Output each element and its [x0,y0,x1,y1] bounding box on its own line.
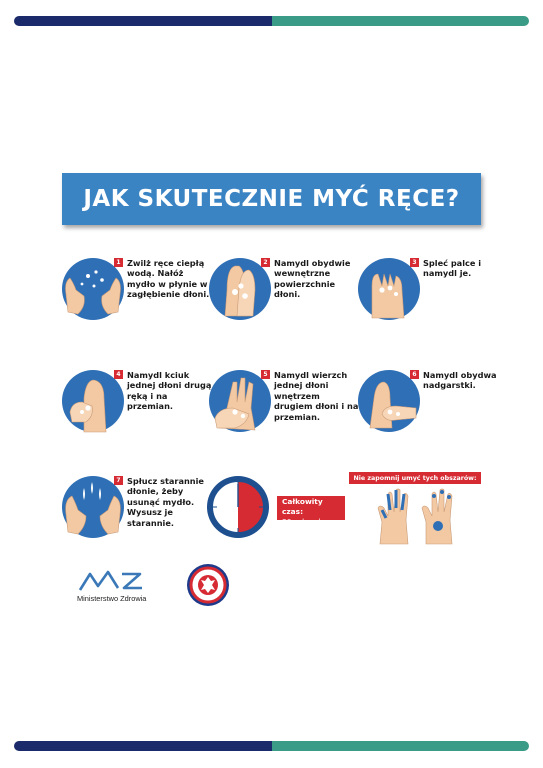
top-accent-bar [14,16,529,26]
hand-back-icon [209,370,271,432]
reminder-banner [349,472,481,484]
step-4 [62,370,212,450]
gis-seal-logo [186,563,230,611]
step-7 [62,476,212,556]
hands-palms-icon [209,258,271,320]
step-6 [358,370,508,450]
step-text: Spłucz starannie dłonie, żeby usunąć mydło. Wysusz je starannie. [127,476,204,528]
step-text: Namydl obydwa nadgarstki. [423,370,497,391]
step-number: 4 [114,370,123,379]
page-title: JAK SKUTECZNIE MYĆ RĘCE? [83,186,460,212]
title-banner [62,173,481,225]
step-number: 7 [114,476,123,485]
step-text: Spleć palce i namydl je. [423,258,482,279]
step-text: Namydl kciuk jednej dłoni drugą ręką i na przemian. [127,370,212,412]
clock-icon [207,476,269,538]
step-number: 1 [114,258,123,267]
step-5 [209,370,359,450]
thumb-wash-icon [62,370,124,432]
reminder-text: Nie zapomnij umyć tych obszarów: [353,474,477,482]
total-time-value: 30 sekund [282,517,321,526]
total-time-box [277,496,345,526]
hands-rinse-icon [62,476,124,538]
wrist-wash-icon [358,370,420,432]
hand-areas-icon [376,488,458,550]
hands-interlaced-icon [358,258,420,320]
hands-wet-icon [62,258,124,320]
ministry-name: Ministerstwo Zdrowia [77,594,147,603]
step-number: 5 [261,370,270,379]
step-text: Zwilż ręce ciepłą wodą. Nałóż mydło w płynie w zagłębienie dłoni. [127,258,210,300]
step-number: 3 [410,258,419,267]
step-number: 6 [410,370,419,379]
step-number: 2 [261,258,270,267]
step-1 [62,258,212,338]
step-text: Namydl obydwie wewnętrzne powierzchnie dłoni. [274,258,351,300]
step-3 [358,258,508,338]
ministry-logo [78,568,146,596]
bottom-accent-bar [14,741,529,751]
total-time-label: Całkowity czas: [282,497,323,516]
step-2 [209,258,359,338]
step-text: Namydl wierzch jednej dłoni wnętrzem drugiem dłoni i na przemian. [274,370,359,422]
